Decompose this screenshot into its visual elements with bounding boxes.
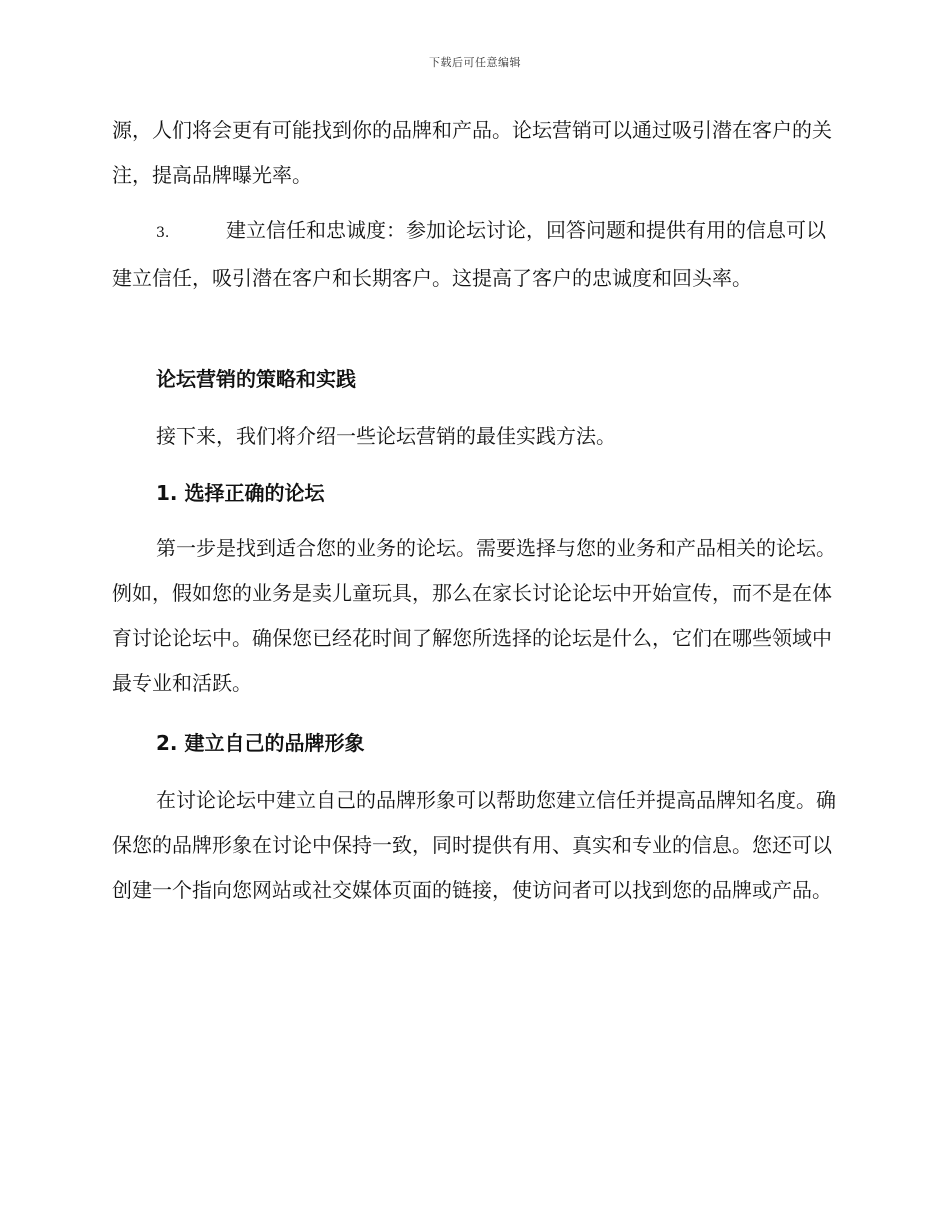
step-1-paragraph: 第一步是找到适合您的业务的论坛。需要选择与您的业务和产品相关的论坛。例如，假如您的业务是卖儿童玩具，那么在家长讨论论坛中开始宣传，而不是在体育讨论论坛中。确保您已经花时间了解您所选择的论坛是什么，它们在哪些领域中最专业和活跃。 bbox=[112, 536, 836, 695]
list-item-3-text: 建立信任和忠诚度：参加论坛讨论，回答问题和提供有用的信息可以建立信任，吸引潜在客户和长期客户。这提高了客户的忠诚度和回头率。 bbox=[112, 218, 826, 290]
section-heading-strategy: 论坛营销的策略和实践 bbox=[156, 367, 356, 391]
strategy-intro-paragraph: 接下来，我们将介绍一些论坛营销的最佳实践方法。 bbox=[156, 424, 616, 448]
list-item-3 bbox=[112, 208, 838, 301]
list-item-3-number: 3. bbox=[156, 225, 170, 241]
step-1-heading: 1. 选择正确的论坛 bbox=[156, 481, 325, 505]
step-2-heading: 2. 建立自己的品牌形象 bbox=[156, 731, 365, 755]
page-header-note: 下载后可任意编辑 bbox=[429, 56, 521, 69]
paragraph-continuation: 源，人们将会更有可能找到你的品牌和产品。论坛营销可以通过吸引潜在客户的关注，提高品牌曝光率。 bbox=[112, 118, 832, 187]
step-2-paragraph: 在讨论论坛中建立自己的品牌形象可以帮助您建立信任并提高品牌知名度。确保您的品牌形象在讨论中保持一致，同时提供有用、真实和专业的信息。您还可以创建一个指向您网站或社交媒体页面的链接，使访问者可以找到您的品牌或产品。 bbox=[112, 788, 836, 902]
